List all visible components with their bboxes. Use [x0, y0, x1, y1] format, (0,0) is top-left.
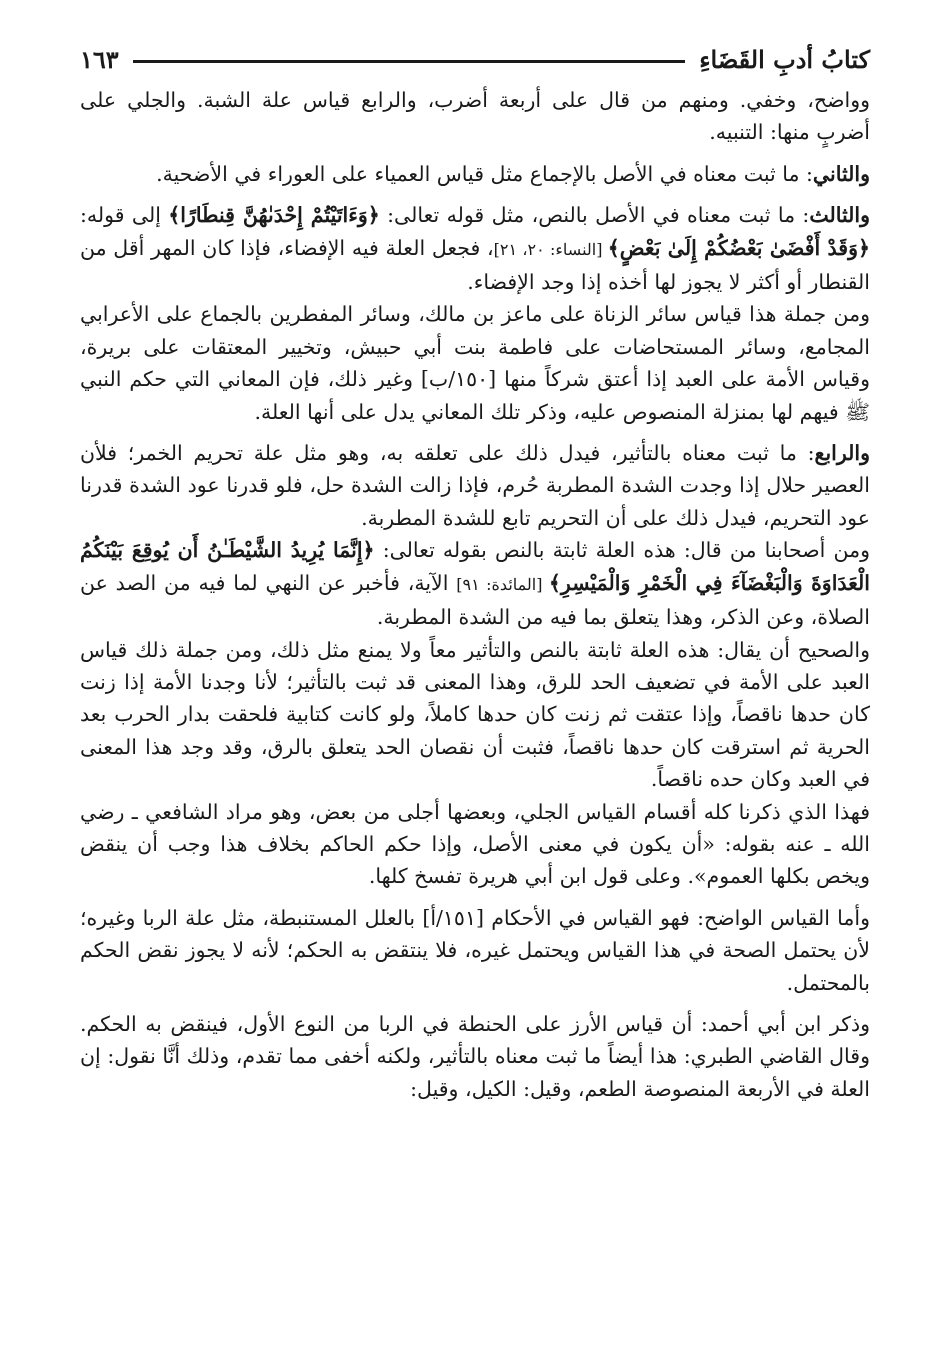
paragraph-text: ، فجعل العلة فيه الإفضاء، فإذا كان المهر أقل من القنطار أو أكثر لا يجوز لها أخذه إذا وجد الإفضاء. [80, 235, 870, 295]
paragraph-text: ومن جملة هذا قياس سائر الزناة على ماعز بن مالك، وسائر المفطرين بالجماع على الأعرابي المجامع، وسائر المستحاضات على فاطمة بنت أبي حبيش، وتخيير المعتقات على بريرة، وقياس الأمة على العبد إذا أعتق شركاً منها [١٥٠/ب] وغير ذلك، فإن المعاني التي حكم النبي ﷺ فيهم لها بمنزلة المنصوص عليه، وذكر تلك المعاني يدل على أنها العلة. [80, 302, 870, 424]
paragraph-text: إلى قوله: [80, 203, 169, 228]
book-page [80, 38, 870, 1338]
verse-reference: [النساء: ٢٠، ٢١] [493, 239, 608, 259]
paragraph-text: وذكر ابن أبي أحمد: أن قياس الأرز على الحنطة في الربا من النوع الأول، فينقض به الحكم. وقال القاضي الطبري: هذا أيضاً ما ثبت معناه بالتأثير، ولكنه أخفى مما تقدم، وذلك أنَّا نقول: إن العلة في الأربعة المنصوصة الطعم، وقيل: الكيل، وقيل: [80, 1011, 870, 1101]
paragraph-1 [80, 84, 870, 149]
paragraph-text: والصحيح أن يقال: هذه العلة ثابتة بالنص والتأثير معاً ولا يمنع مثل ذلك، ومن جملة ذلك قياس العبد على الأمة في تضعيف الحد للرق، وهذا المعنى قد ثبت بالتأثير؛ لأنا وجدنا الأمة إذا زنت كان حدها ناقصاً، وإذا عتقت ثم زنت كان حدها كاملاً، ولو كانت كتابية فلحقت بدار الحرب بعد الحرية ثم استرقت كان حدها ناقصاً، فثبت أن نقصان الحد يتعلق بالرق، وقد وجد هذا المعنى في العبد وكان حده ناقصاً. [80, 637, 870, 792]
paragraph-lead: والرابع [814, 441, 870, 466]
paragraph-4 [80, 298, 870, 428]
verse-reference: [المائدة: ٩١] [456, 574, 549, 594]
paragraph-text: : ما ثبت معناه في الأصل بالنص، مثل قوله تعالى: [379, 203, 810, 228]
paragraph-2 [80, 158, 870, 190]
paragraph-9 [80, 902, 870, 999]
paragraph-text: الآية، فأخبر عن النهي لما فيه من الصد عن الصلاة، وعن الذكر، وهذا يتعلق بما فيه من الشدة المطربة. [80, 570, 870, 630]
quran-quote: ﴿وَقَدْ أَفْضَىٰ بَعْضُكُمْ إِلَىٰ بَعْضٍ﴾ [607, 235, 871, 260]
paragraph-7 [80, 634, 870, 796]
quran-quote: ﴿وَءَاتَيْتُمْ إِحْدَىٰهُنَّ قِنطَارًا﴾ [168, 203, 380, 228]
paragraph-lead: والثاني [812, 161, 870, 186]
page-number: ١٦٣ [80, 44, 119, 74]
paragraph-lead: والثالث [809, 203, 870, 228]
paragraph-3 [80, 199, 870, 298]
paragraph-text: : ما ثبت معناه بالتأثير، فيدل ذلك على تعلقه به، وهو مثل علة تحريم الخمر؛ فلأن العصير حلال إذا وجدت الشدة المطربة حُرم، فإذا زالت الشدة حل، فلو قدرنا عود الشدة قدرنا عود التحريم، فيدل ذلك على أن التحريم تابع للشدة المطربة. [80, 441, 870, 530]
paragraph-6 [80, 534, 870, 633]
running-title: كتابُ أدبِ القَضَاءِ [699, 44, 870, 74]
paragraph-text: فهذا الذي ذكرنا كله أقسام القياس الجلي، وبعضها أجلى من بعض، وهو مراد الشافعي ـ رضي الله ـ عنه بقوله: «أن يكون في معنى الأصل، وإذا حكم الحاكم بخلاف هذا وجب أن ينقض ويخص بكلها العموم». وعلى قول ابن أبي هريرة تفسخ كلها. [80, 799, 870, 889]
body-text [80, 84, 870, 1105]
paragraph-text: : ما ثبت معناه في الأصل بالإجماع مثل قياس العمياء على العوراء في الأضحية. [156, 161, 813, 186]
paragraph-text: وواضح، وخفي. ومنهم من قال على أربعة أضرب، والرابع قياس علة الشبة. والجلي على أضربٍ منها: التنبيه. [80, 88, 870, 145]
paragraph-10 [80, 1008, 870, 1105]
header-rule [133, 60, 686, 63]
page-header [80, 38, 870, 80]
paragraph-5 [80, 437, 870, 534]
paragraph-text: وأما القياس الواضح: فهو القياس في الأحكام [١٥١/أ] بالعلل المستنبطة، مثل علة الربا وغيره؛ لأن يحتمل الصحة في هذا القياس ويحتمل غيره، فلا ينتقض به الحكم؛ لأنه لا يجوز نقض الحكم بالمحتمل. [80, 905, 870, 995]
quran-quote: ﴿إِنَّمَا يُرِيدُ الشَّيْطَـٰنُ أَن يُوقِعَ بَيْنَكُمُ الْعَدَاوَةَ وَالْبَغْضَآءَ فِي الْخَمْرِ وَالْمَيْسِرِ﴾ [80, 538, 870, 595]
paragraph-text: ومن أصحابنا من قال: هذه العلة ثابتة بالنص بقوله تعالى: [374, 538, 870, 563]
paragraph-8 [80, 796, 870, 893]
